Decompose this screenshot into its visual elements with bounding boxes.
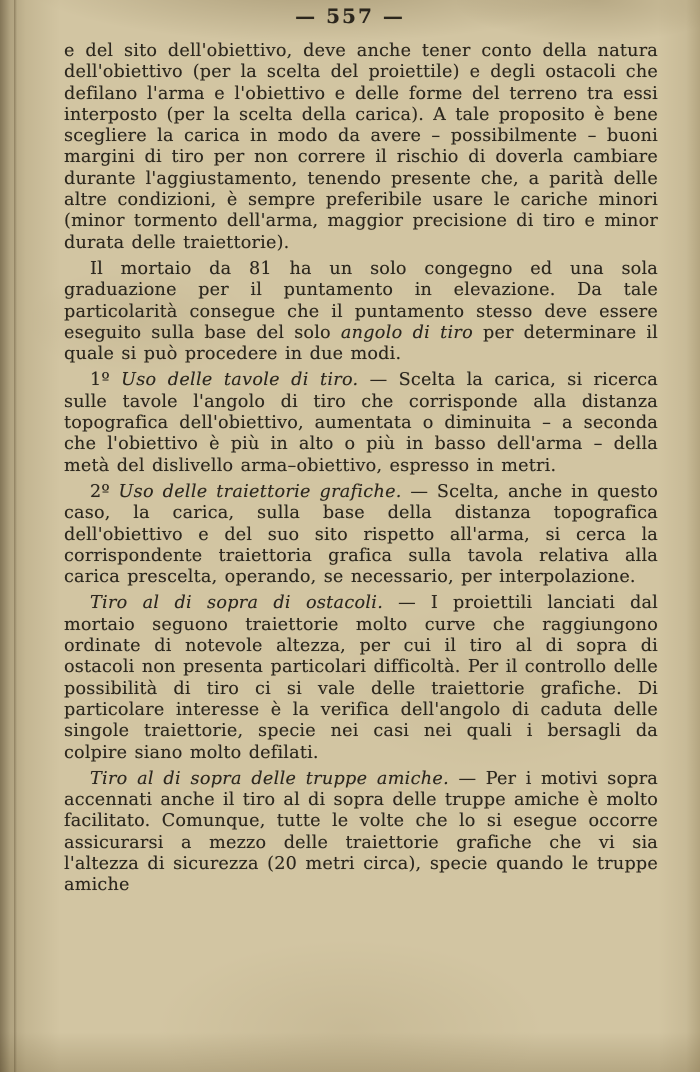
paragraph: 1º Uso delle tavole di tiro. — Scelta la carica, si ricerca sulle tavole l'angolo di tiro che corrisponde alla distanza topografica dell'obiettivo, aumentata o diminuita – a seconda che l'obiettivo è più in alto o più in basso dell'arma – della metà del dislivello arma–obiettivo, espresso in metri. — [64, 370, 658, 476]
paragraph: Il mortaio da 81 ha un solo congegno ed una sola graduazione per il puntamento in elevazione. Da tale particolarità consegue che il puntamento stesso deve essere eseguito sulla base del solo angolo di tiro per determinare il quale si può procedere in due modi. — [64, 258, 658, 365]
text-block — [64, 41, 658, 897]
paragraph: Tiro al di sopra di ostacoli. — I proiettili lanciati dal mortaio seguono traiettorie molto curve che raggiungono ordinate di notevole altezza, per cui il tiro al di sopra di ostacoli non presenta particolari difficoltà. Per il controllo delle possibilità di tiro ci si vale delle traiettorie grafiche. Di particolare interesse è la verifica dell'angolo di caduta delle singole traiettorie, specie nei casi nei quali i bersagli da colpire siano molto defilati. — [64, 593, 658, 763]
page-number: — 557 — — [295, 4, 405, 28]
paragraph: Tiro al di sopra delle truppe amiche. — Per i motivi sopra accennati anche il tiro al di sopra delle truppe amiche è molto facilitato. Comunque, tutte le volte che lo si esegue occorre assicurarsi a mezzo delle traiettorie grafiche che vi sia l'altezza di sicurezza (20 metri circa), specie quando le truppe amiche — [64, 768, 658, 896]
paragraph: e del sito dell'obiettivo, deve anche tener conto della natura dell'obiettivo (per la scelta del proiettile) e degli ostacoli che defilano l'arma e l'obiettivo e delle forme del terreno tra essi interposto (per la scelta della carica). A tale proposito è bene scegliere la carica in modo da avere – possibilmente – buoni margini di tiro per non correre il rischio di doverla cambiare durante l'aggiustamento, tenendo presente che, a parità delle altre condizioni, è sempre preferibile usare le cariche minori (minor tormento dell'arma, maggior precisione di tiro e minor durata delle traiettorie). — [64, 41, 658, 253]
paragraph: 2º Uso delle traiettorie grafiche. — Scelta, anche in questo caso, la carica, sulla base della distanza topografica dell'obiettivo e del suo sito rispetto all'arma, si cerca la corrispondente traiettoria grafica sulla tavola relativa alla carica prescelta, operando, se necessario, per interpolazione. — [64, 481, 658, 588]
